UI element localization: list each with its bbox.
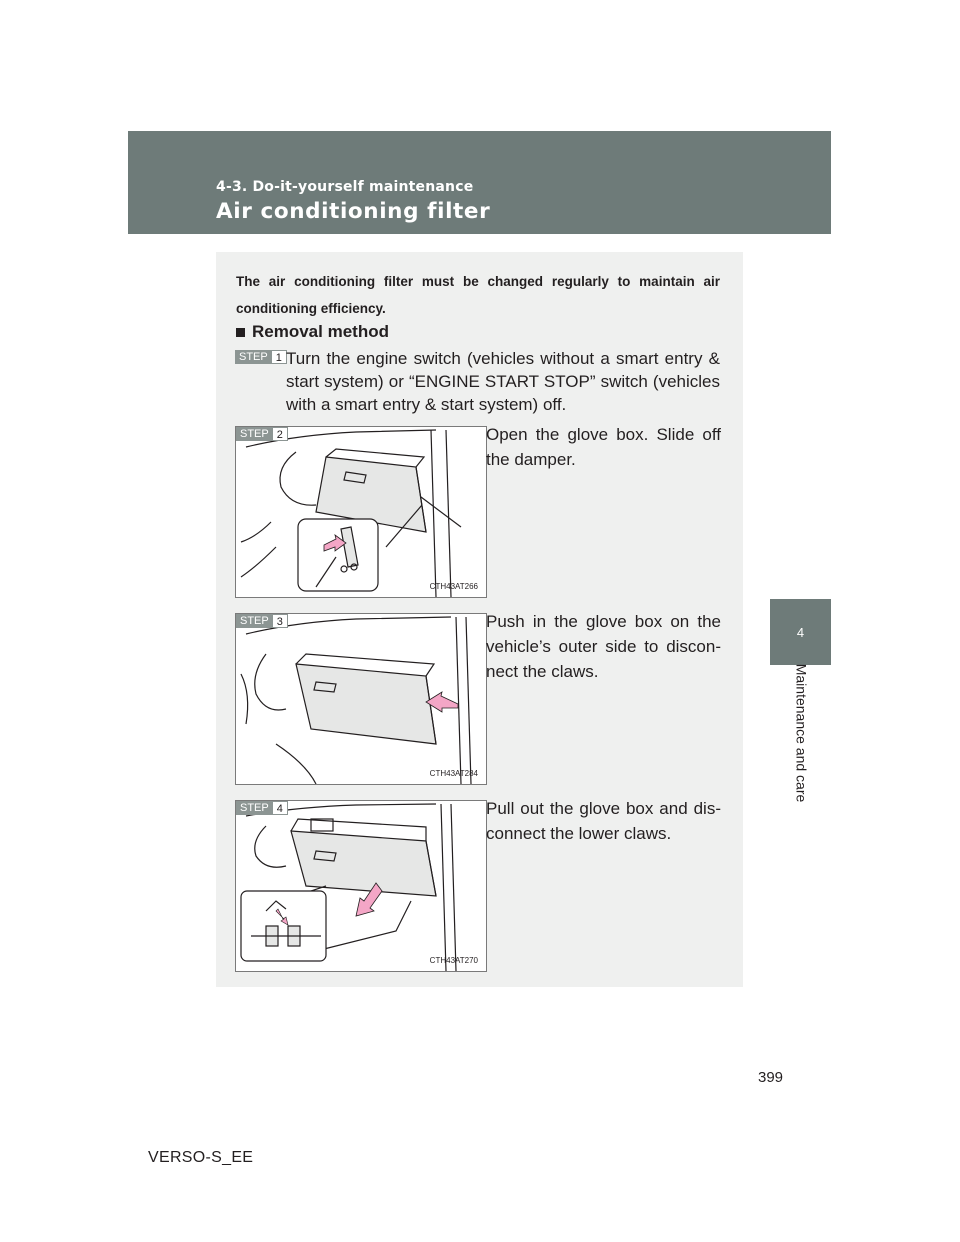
- step-badge-3: [236, 614, 288, 628]
- chapter-header: [128, 131, 831, 234]
- step-number: 1: [272, 350, 287, 364]
- step-4-text: Pull out the glove box and dis-connect the lower claws.: [486, 799, 721, 843]
- square-bullet-icon: [236, 328, 245, 337]
- step-badge-1: [235, 350, 287, 364]
- figure-code: CTH43AT266: [429, 582, 478, 591]
- page-title: Air conditioning filter: [216, 199, 491, 224]
- step-3-text: Push in the glove box on the vehicle’s outer side to discon-nect the claws.: [486, 612, 721, 681]
- step-word: STEP: [236, 801, 273, 815]
- step-4-illustration: [235, 800, 487, 972]
- chapter-tab: [770, 599, 831, 665]
- glove-box-pull-icon: [236, 801, 486, 971]
- step-badge-2: [236, 427, 288, 441]
- section-label: 4-3. Do-it-yourself maintenance: [216, 179, 474, 195]
- method-title: Removal method: [252, 322, 389, 341]
- figure-code: CTH43AT284: [429, 769, 478, 778]
- intro-text: The air conditioning filter must be changed regularly to maintain air conditioning efficiency.: [236, 274, 720, 316]
- step-3-illustration: [235, 613, 487, 785]
- step-2-illustration: [235, 426, 487, 598]
- step-word: STEP: [236, 427, 273, 441]
- step-number: 2: [273, 427, 288, 441]
- figure-code: CTH43AT270: [429, 956, 478, 965]
- step-1-text: Turn the engine switch (vehicles without a smart entry & start system) or “ENGINE START STOP” switch (vehicles with a smart entry & start system) off.: [286, 349, 720, 414]
- model-code: VERSO-S_EE: [148, 1149, 254, 1166]
- glove-box-push-icon: [236, 614, 486, 784]
- step-badge-4: [236, 801, 288, 815]
- step-word: STEP: [235, 350, 272, 364]
- chapter-label: Maintenance and care: [793, 663, 810, 803]
- chapter-number: 4: [796, 624, 805, 640]
- step-number: 3: [273, 614, 288, 628]
- content-panel: [216, 252, 743, 987]
- page-number: 399: [758, 1069, 784, 1086]
- chapter-side-label: [787, 663, 815, 803]
- method-heading: [236, 322, 389, 342]
- step-number: 4: [273, 801, 288, 815]
- glove-box-damper-icon: [236, 427, 486, 597]
- step-word: STEP: [236, 614, 273, 628]
- step-2-text: Open the glove box. Slide off the damper.: [486, 425, 721, 469]
